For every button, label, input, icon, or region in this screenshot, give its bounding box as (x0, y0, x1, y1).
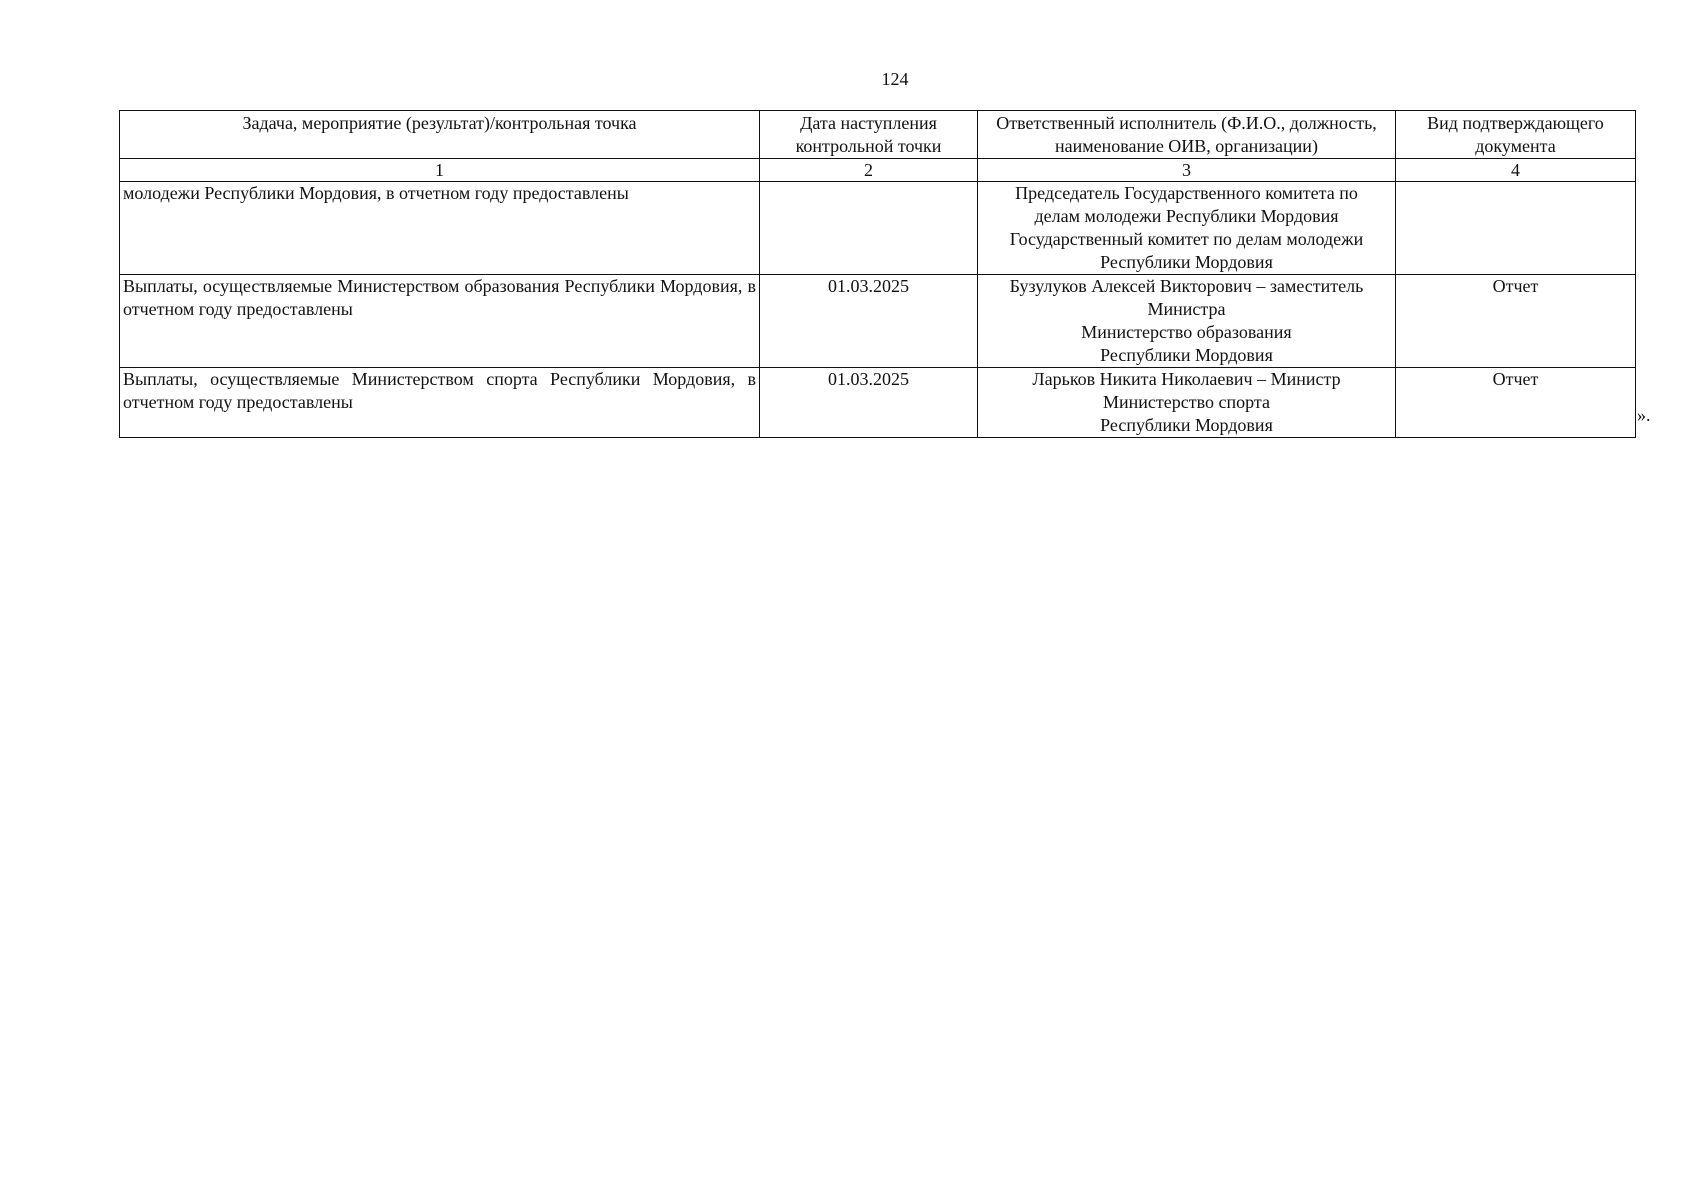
executor-line: Министерство образования (1081, 322, 1292, 342)
executor-cell (978, 275, 1396, 368)
executor-line: делам молодежи Республики Мордовия (1034, 206, 1339, 226)
document-type-cell: Отчет (1396, 368, 1636, 438)
executor-line: Председатель Государственного комитета по (1015, 183, 1358, 203)
closing-quote: ». (1637, 405, 1651, 425)
table-row (120, 275, 1636, 368)
date-cell (760, 182, 978, 275)
executor-line: Республики Мордовия (1100, 252, 1273, 272)
control-points-table (119, 110, 1636, 438)
task-cell: Выплаты, осуществляемые Министерством образования Республики Мордовия, в отчетном году предоставлены (120, 275, 760, 368)
header-task: Задача, мероприятие (результат)/контрольная точка (120, 111, 760, 159)
executor-cell (978, 182, 1396, 275)
column-number: 3 (978, 159, 1396, 182)
executor-line: Бузулуков Алексей Викторович – заместитель (1009, 276, 1364, 296)
column-number-row (120, 159, 1636, 182)
executor-line: Государственный комитет по делам молодежи (1009, 229, 1364, 249)
date-cell: 01.03.2025 (760, 275, 978, 368)
document-type-cell: Отчет (1396, 275, 1636, 368)
document-type-cell (1396, 182, 1636, 275)
table-header-row (120, 111, 1636, 159)
column-number: 1 (120, 159, 760, 182)
column-number: 2 (760, 159, 978, 182)
executor-line: Министерство спорта (1103, 392, 1270, 412)
executor-cell (978, 368, 1396, 438)
executor-line: Министра (1147, 299, 1226, 319)
column-number: 4 (1396, 159, 1636, 182)
executor-line: Республики Мордовия (1100, 345, 1273, 365)
executor-line: Республики Мордовия (1100, 415, 1273, 435)
task-cell: Выплаты, осуществляемые Министерством спорта Республики Мордовия, в отчетном году предоставлены (120, 368, 760, 438)
executor-line: Ларьков Никита Николаевич – Министр (1032, 369, 1341, 389)
header-executor: Ответственный исполнитель (Ф.И.О., должность, наименование ОИВ, организации) (978, 111, 1396, 159)
page-number: 124 (881, 69, 909, 89)
header-document: Вид подтверждающего документа (1396, 111, 1636, 159)
date-cell: 01.03.2025 (760, 368, 978, 438)
header-date: Дата наступления контрольной точки (760, 111, 978, 159)
table-row (120, 182, 1636, 275)
table-row (120, 368, 1636, 438)
task-cell: молодежи Республики Мордовия, в отчетном году предоставлены (120, 182, 760, 275)
